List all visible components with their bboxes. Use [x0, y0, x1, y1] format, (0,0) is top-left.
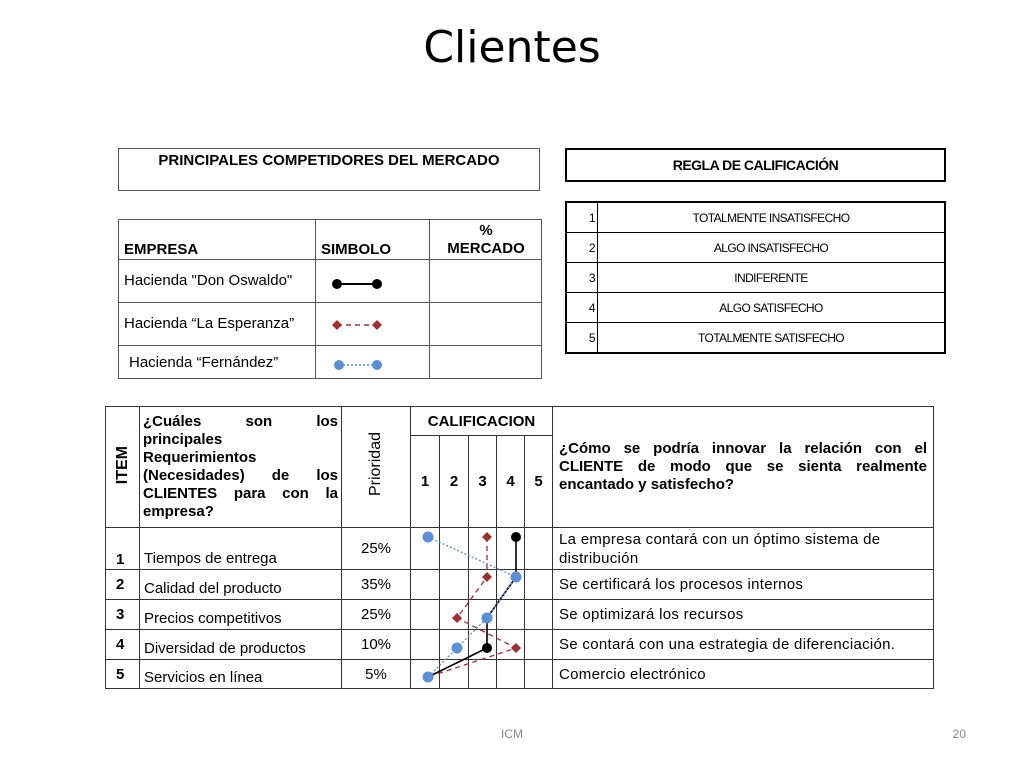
header-priority: [342, 407, 411, 528]
row-requirement: Calidad del producto: [140, 570, 342, 600]
series-3-point: [482, 613, 493, 624]
scale-1: 1: [411, 436, 440, 528]
page-title: Clientes: [423, 22, 601, 73]
competitor-share: [430, 346, 542, 379]
series-2-point: [482, 532, 492, 542]
row-innovation: La empresa contará con un óptimo sistema de distribución: [553, 528, 934, 570]
row-item: 4: [106, 630, 140, 660]
scale-2: 2: [440, 436, 469, 528]
header-item-label: ITEM: [113, 445, 131, 485]
rating-rule-table: [565, 201, 946, 354]
competitor-symbol: [316, 260, 430, 303]
row-requirement: Servicios en línea: [140, 660, 342, 689]
series-3-point: [423, 672, 434, 683]
competitor-share: [430, 303, 542, 346]
competitor-symbol: [316, 346, 430, 379]
series-2-point: [452, 613, 462, 623]
competitor-symbol: [316, 303, 430, 346]
row-priority: 5%: [342, 660, 411, 689]
scale-4: 4: [497, 436, 525, 528]
header-innovation: ¿Cómo se podría innovar la relación con el CLIENTE de modo que se sienta realmente encantado y satisfecho?: [553, 407, 934, 528]
competitor-name: Hacienda “Fernández”: [119, 346, 316, 379]
header-mercado: [430, 220, 542, 260]
page-number: 20: [952, 727, 966, 741]
header-mercado-pct: %: [479, 222, 493, 239]
rule-label: INDIFERENTE: [598, 263, 946, 293]
series-2-point: [482, 572, 492, 582]
row-requirement: Tiempos de entrega: [140, 528, 342, 570]
rule-label: TOTALMENTE INSATISFECHO: [598, 202, 946, 233]
rating-rule-title: REGLA DE CALIFICACIÓN: [565, 148, 946, 182]
row-item: 1: [106, 528, 140, 570]
scale-5: 5: [525, 436, 553, 528]
row-requirement: Diversidad de productos: [140, 630, 342, 660]
row-requirement: Precios competitivos: [140, 600, 342, 630]
series-3-point: [452, 643, 463, 654]
row-innovation: Se optimizará los recursos: [553, 600, 934, 630]
row-priority: 25%: [342, 528, 411, 570]
competitor-share: [430, 260, 542, 303]
row-item: 3: [106, 600, 140, 630]
row-item: 2: [106, 570, 140, 600]
rule-number: 3: [566, 263, 598, 293]
rule-number: 4: [566, 293, 598, 323]
rule-label: ALGO INSATISFECHO: [598, 233, 946, 263]
row-priority: 35%: [342, 570, 411, 600]
rating-profile-chart: [417, 527, 537, 689]
header-question: ¿Cuáles son los principales Requerimientos (Necesidades) de los CLIENTES para con la empresa?: [140, 407, 342, 528]
row-item: 5: [106, 660, 140, 689]
series-3-point: [511, 572, 522, 583]
rule-number: 5: [566, 323, 598, 354]
series-3-point: [423, 532, 434, 543]
header-mercado-label: MERCADO: [447, 240, 525, 257]
series-1-point: [482, 643, 492, 653]
row-innovation: Se certificará los procesos internos: [553, 570, 934, 600]
header-priority-label: Prioridad: [367, 432, 384, 497]
header-empresa: EMPRESA: [119, 220, 316, 260]
row-innovation: Se contará con una estrategia de diferenciación.: [553, 630, 934, 660]
footer-label: ICM: [501, 727, 523, 741]
red-diamond-line-icon: [316, 303, 420, 341]
competitor-name: Hacienda "Don Oswaldo": [119, 260, 316, 303]
row-priority: 25%: [342, 600, 411, 630]
series-1-point: [511, 532, 521, 542]
series-line-1: [428, 537, 516, 677]
rule-label: ALGO SATISFECHO: [598, 293, 946, 323]
blue-circle-dotted-line-icon: [316, 346, 420, 374]
rule-number: 2: [566, 233, 598, 263]
rule-label: TOTALMENTE SATISFECHO: [598, 323, 946, 354]
series-2-point: [511, 643, 521, 653]
header-rating: CALIFICACION: [411, 407, 553, 436]
header-simbolo: SIMBOLO: [316, 220, 430, 260]
row-innovation: Comercio electrónico: [553, 660, 934, 689]
competitors-table: [118, 219, 542, 379]
black-circle-line-icon: [316, 260, 420, 298]
competitor-name: Hacienda “La Esperanza”: [119, 303, 316, 346]
competitors-title: PRINCIPALES COMPETIDORES DEL MERCADO: [118, 148, 540, 191]
header-item: [106, 407, 140, 528]
scale-3: 3: [469, 436, 497, 528]
row-priority: 10%: [342, 630, 411, 660]
rule-number: 1: [566, 202, 598, 233]
